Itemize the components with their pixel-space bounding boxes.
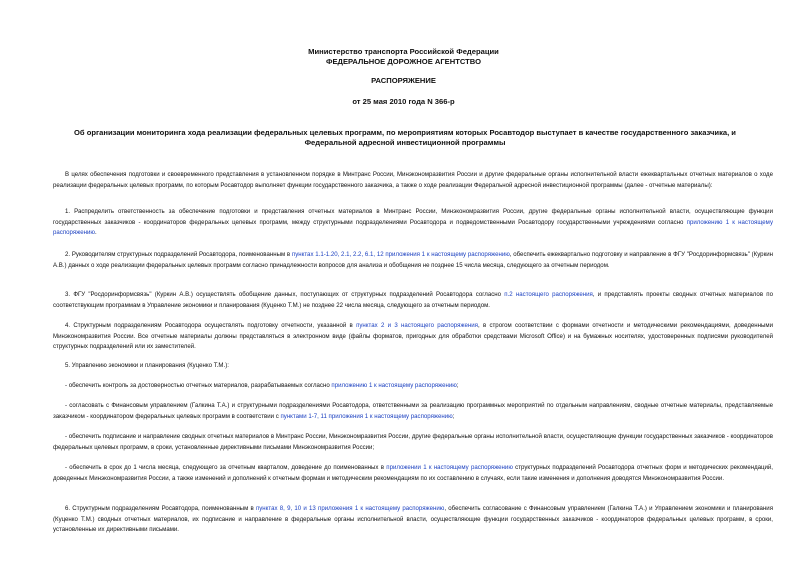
paragraph-5: 5. Управлению экономики и планирования (Куценко Т.М.): [65, 362, 229, 369]
paragraph-5b: - согласовать с Финансовым управлением (Галкина Т.А.) и структурными подразделениями Росавтодора, ответственными за реализацию программных мероприятий по отдельным направлениям, сводные отчетные материалы, представляемые заказчиком - координатором федеральных целевых программ в соответствии с пунктами 1-7, 11 приложения 1 к настоящему распоряжению; [53, 402, 773, 420]
agency-name: ФЕДЕРАЛЬНОЕ ДОРОЖНОЕ АГЕНТСТВО [326, 57, 481, 66]
link-appendix-1-items[interactable]: пунктах 1.1-1.20, 2.1, 2.2, 6.1, 12 приложения 1 к настоящему распоряжению [291, 251, 510, 258]
paragraph-5d: - обеспечить в срок до 1 числа месяца, следующего за отчетным кварталом, доведение до поименованных в приложении 1 к настоящему распоряжению структурных подразделений Росавтодора отчетных форм и методических рекомендаций, доведенных Минэкономразвития России, а также изменений и дополнений к отчетным формам и методическим рекомендациям по их составлению в случаях, если такие изменения и дополнения доводятся Минэкономразвития России. [53, 464, 774, 482]
paragraph-6: 6. Структурным подразделениям Росавтодора, поименованным в пунктах 8, 9, 10 и 13 приложения 1 к настоящему распоряжению, обеспечить согласование с Финансовым управлением (Галкина Т.А.) и Управлением экономики и планирования (Куценко Т.М.) сводных отчетных материалов, их подписание и направление в федеральные органы исполнительной власти, осуществляющие функции государственных заказчиков - координаторов федеральных целевых программ, в сроки, установленные их директивными письмами. [53, 505, 774, 533]
link-items-8-9-10-13[interactable]: пунктах 8, 9, 10 и 13 приложения 1 к настоящему распоряжению [255, 505, 445, 512]
paragraph-1: 1. Распределить ответственность за обеспечение подготовки и представления отчетных материалов в Минтранс России, Минэкономразвития России, другие федеральные органы исполнительной власти, осуществляющие функции государственных заказчиков - координаторов федеральных целевых программ, между структурными подразделениями Росавтодора и подведомственными Росавтодору государственными учреждениями согласно приложению 1 к настоящему распоряжению. [53, 208, 773, 236]
link-appendix-1[interactable]: приложению 1 к настоящему распоряжению [53, 218, 773, 236]
link-appendix-1-forms[interactable]: приложении 1 к настоящему распоряжению [386, 464, 513, 471]
link-items-1-7-11[interactable]: пунктами 1-7, 11 приложения 1 к настоящему распоряжению [280, 412, 453, 420]
document-type: РАСПОРЯЖЕНИЕ [371, 76, 436, 85]
paragraph-5a: - обеспечить контроль за достоверностью отчетных материалов, разрабатываемых согласно приложению 1 к настоящему распоряжению; [65, 382, 459, 389]
link-item-2[interactable]: п.2 настоящего распоряжения [504, 291, 593, 298]
paragraph-intro: В целях обеспечения подготовки и своевременного представления в установленном порядке в Минтранс России, Минэкономразвития России и другие федеральные органы исполнительной власти ежеквартальных отчетных материалов о ходе реализации федеральных целевых программ, по которым Росавтодор выполняет функции государственного заказчика, а также о ходе реализации Федеральной адресной инвестиционной программы (далее - отчетные материалы): [53, 171, 773, 189]
paragraph-2: 2. Руководителям структурных подразделений Росавтодора, поименованным в пунктах 1.1-1.20, 2.1, 2.2, 6.1, 12 приложения 1 к настоящему распоряжению, обеспечить ежеквартально подготовку и направление в ФГУ "Росдоринформсвязь" (Куркин А.В.) данных о ходе реализации федеральных целевых программ согласно принадлежности вопросов для анализа и обобщения не позднее 15 числа месяца, следующего за отчетным периодом. [53, 251, 773, 269]
link-appendix-1-control[interactable]: приложению 1 к настоящему распоряжению [331, 382, 457, 389]
paragraph-3: 3. ФГУ "Росдоринформсвязь" (Куркин А.В.) осуществлять обобщение данных, поступающих от структурных подразделений Росавтодора согласно п.2 настоящего распоряжения, и представлять проекты сводных отчетных материалов по соответствующим программам в Управление экономики и планирования (Куценко Т.М.) не позднее 22 числа месяца, следующего за отчетным периодом. [53, 291, 773, 309]
document-date-number: от 25 мая 2010 года N 366-р [352, 97, 455, 106]
document-title: Об организации мониторинга хода реализации федеральных целевых программ, по мероприятиям которых Росавтодор выступает в качестве государственного заказчика, и Федеральной адресной инвестиционной программы [74, 128, 736, 147]
paragraph-4: 4. Структурным подразделениям Росавтодора осуществлять подготовку отчетности, указанной в пунктах 2 и 3 настоящего распоряжения, в строгом соответствии с формами отчетности и методическими рекомендациями, доведенными Минэкономразвития России. Все отчетные материалы должны представляться в электронном виде (файлы форматов, пригодных для обработки средствами Microsoft Office) и на бумажных носителях, удостоверенных подписями руководителей структурных подразделений или их заместителей. [53, 322, 773, 350]
link-items-2-3[interactable]: пунктах 2 и 3 настоящего распоряжения [356, 322, 478, 329]
paragraph-5c: - обеспечить подписание и направление сводных отчетных материалов в Минтранс России, Минэкономразвития России, другие федеральные органы исполнительной власти, осуществляющие функции государственных заказчиков - координаторов федеральных целевых программ, в сроки, установленные директивными письмами Минэкономразвития России; [53, 433, 773, 451]
ministry-name: Министерство транспорта Российской Федерации [308, 47, 499, 56]
